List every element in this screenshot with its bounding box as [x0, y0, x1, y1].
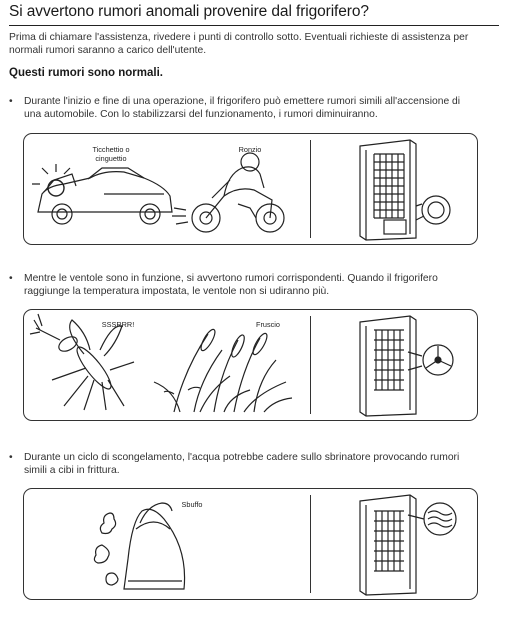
fridge-compressor-illustration: [360, 140, 450, 240]
fridge-defrost-illustration: [360, 495, 456, 595]
page-title: Si avvertono rumori anomali provenire dal frigorifero?: [9, 3, 369, 20]
intro-paragraph: Prima di chiamare l'assistenza, rivedere i punti di controllo sotto. Eventuali richieste di assistenza per normali rumori saranno a carico dell'utente.: [9, 32, 469, 56]
steam-iron-illustration: [94, 503, 184, 589]
illustration-panel-2: [23, 309, 478, 421]
panel-divider: [310, 495, 311, 593]
car-engine-illustration: [32, 164, 172, 224]
bullet-text: Durante un ciclo di scongelamento, l'acqua potrebbe cadere sullo sbrinatore provocando rumori simili a cibi in frittura.: [24, 452, 460, 476]
bullet-marker: •: [9, 452, 13, 463]
sound-label: Ticchettio o cinguettio: [92, 145, 130, 163]
sound-label: SSSRRR!: [101, 320, 135, 329]
bullet-marker: •: [9, 273, 13, 284]
bullet-item-3: [9, 451, 479, 477]
sound-label: Sbuffo: [181, 500, 203, 509]
panel-divider: [310, 316, 311, 414]
fridge-fan-illustration: [360, 316, 453, 416]
bullet-marker: •: [9, 96, 13, 107]
bullet-text: Mentre le ventole sono in funzione, si avvertono rumori corrispondenti. Quando il frigorifero raggiunge la temperatura impostata, le ventole non si udiranno più.: [24, 273, 438, 297]
bullet-text: Durante l'inizio e fine di una operazione, il frigorifero può emettere rumori simili all'accensione di una automobile. Con lo stabilizzarsi del funzionamento, i rumori diminuiranno.: [24, 96, 461, 120]
illustration-panel-3: [23, 488, 478, 600]
bullet-item-1: [9, 95, 479, 121]
illustration-panel-1: [23, 133, 478, 245]
title-rule: [9, 25, 499, 26]
motorcycle-illustration: [172, 153, 284, 232]
reeds-illustration: [154, 328, 292, 412]
bullet-item-2: [9, 272, 479, 298]
panel-divider: [310, 140, 311, 238]
sound-label: Fruscio: [256, 320, 280, 329]
section-heading: Questi rumori sono normali.: [9, 67, 163, 79]
sound-label: Ronzio: [238, 145, 262, 154]
